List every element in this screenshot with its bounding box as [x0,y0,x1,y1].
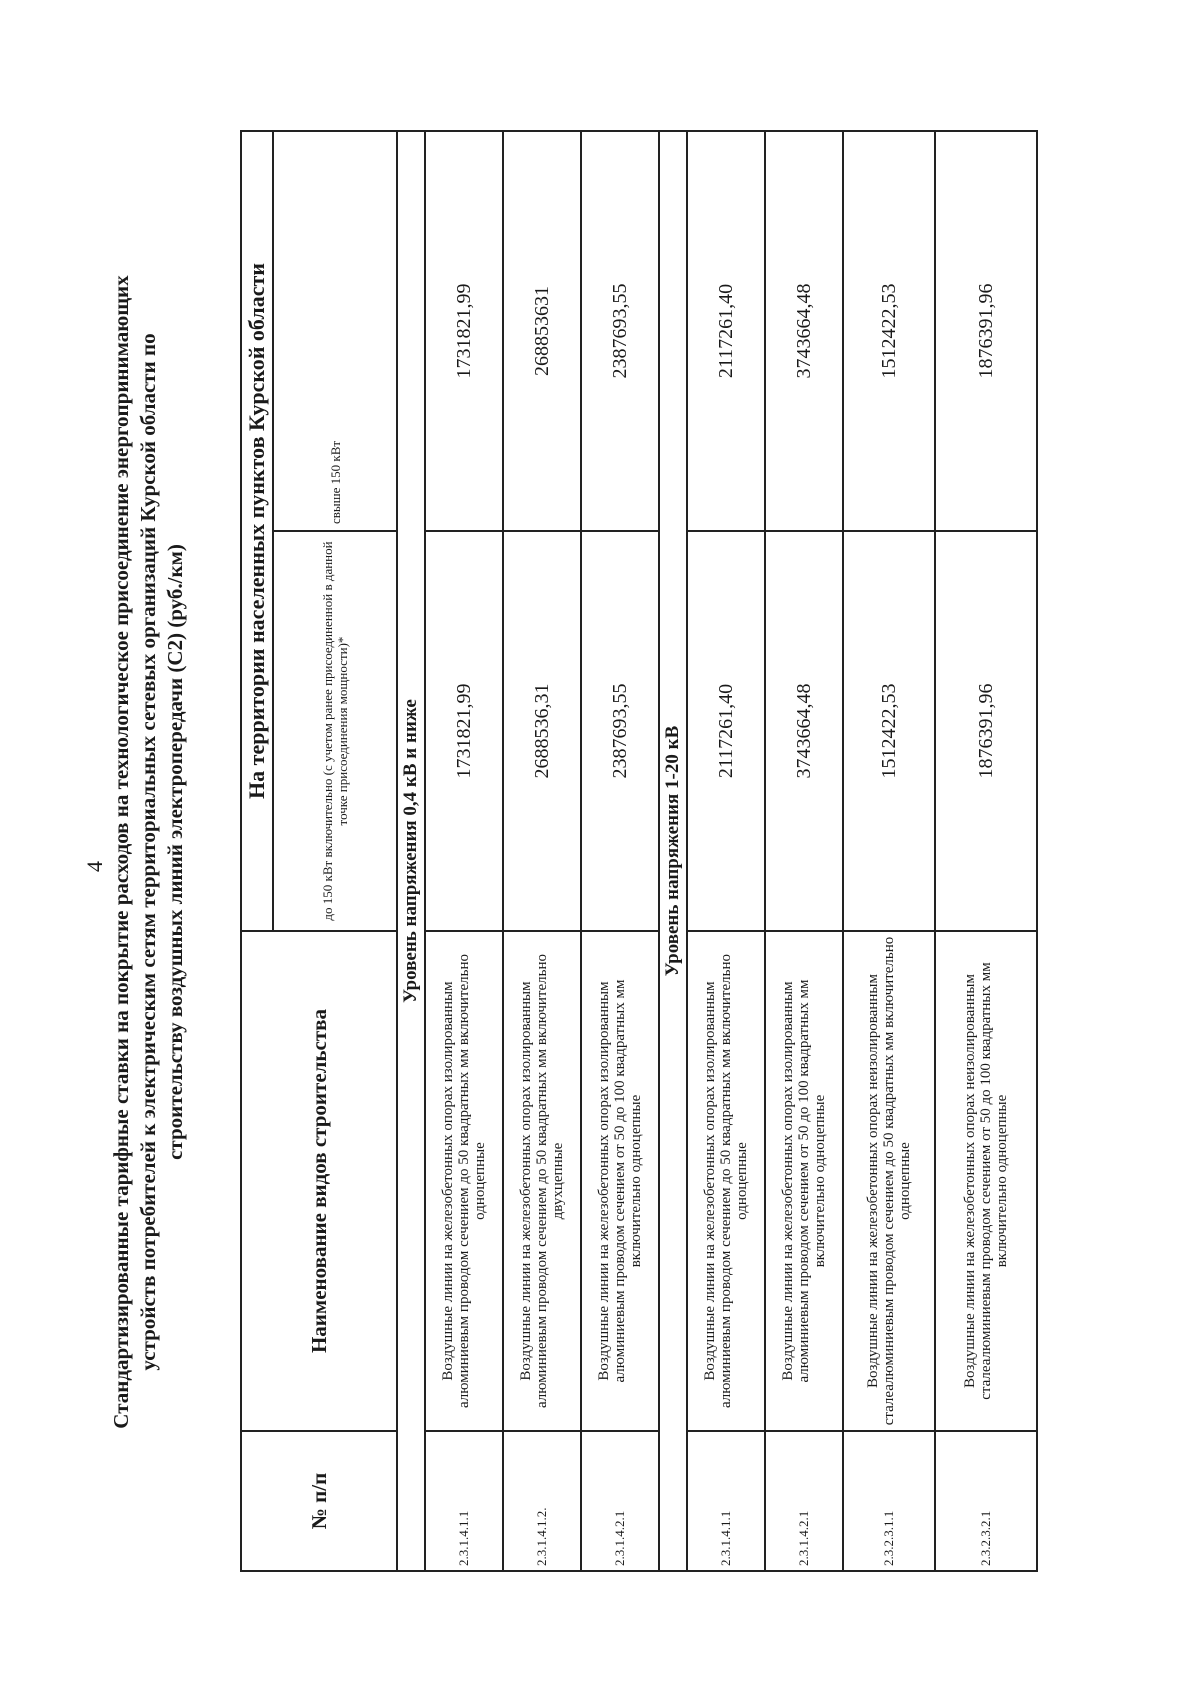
row-number: 2.3.1.4.2.1 [765,1431,843,1571]
row-number: 2.3.2.3.1.1 [843,1431,935,1571]
row-name: Воздушные линии на железобетонных опорах изолированным алюминиевым проводом сечением от 50 до 100 квадратных мм включительно одноцепные [765,931,843,1431]
row-value-up-to-150: 1731821,99 [425,531,503,931]
header-over-150: свыше 150 кВт [273,131,397,531]
section-title: Уровень напряжения 0,4 кВ и ниже [397,131,425,1571]
row-name: Воздушные линии на железобетонных опорах изолированным алюминиевым проводом сечением до 50 квадратных мм включительно двухцепные [503,931,581,1431]
row-name: Воздушные линии на железобетонных опорах изолированным алюминиевым проводом сечением до 50 квадратных мм включительно одноцепные [425,931,503,1431]
row-value-over-150: 2387693,55 [581,131,659,531]
row-number: 2.3.1.4.1.2. [503,1431,581,1571]
table-row [687,131,765,1571]
header-territory: На территории населенных пунктов Курской области [241,131,273,931]
table-row [503,131,581,1571]
title-line-2: устройств потребителей к электрическим сетям территориальных сетевых организаций Курской области по [136,333,160,1371]
document-title [108,127,189,1577]
page-number: 4 [82,861,107,872]
title-line-1: Стандартизированные тарифные ставки на покрытие расходов на технологическое присоединение энергопринимающих [109,275,133,1429]
header-row [241,131,273,1571]
table-row [765,131,843,1571]
row-value-over-150: 2117261,40 [687,131,765,531]
row-number: 2.3.1.4.1.1 [687,1431,765,1571]
row-value-up-to-150: 2387693,55 [581,531,659,931]
row-number: 2.3.1.4.1.1 [425,1431,503,1571]
row-value-up-to-150: 3743664,48 [765,531,843,931]
row-name: Воздушные линии на железобетонных опорах неизолированным сталеалюминиевым проводом сечением до 50 квадратных мм включительно одноцепные [843,931,935,1431]
table-row [425,131,503,1571]
tariff-table [240,130,1038,1572]
row-name: Воздушные линии на железобетонных опорах изолированным алюминиевым проводом сечением до 50 квадратных мм включительно одноцепные [687,931,765,1431]
table-row [843,131,935,1571]
section-header [397,131,425,1571]
table-row [581,131,659,1571]
header-name: Наименование видов строительства [241,931,397,1431]
section-title: Уровень напряжения 1-20 кВ [659,131,687,1571]
row-value-up-to-150: 2117261,40 [687,531,765,931]
row-value-over-150: 1876391,96 [935,131,1037,531]
table-row [935,131,1037,1571]
title-line-3: строительству воздушных линий электропередачи (С2) (руб./км) [163,544,187,1160]
header-number: № п/п [241,1431,397,1571]
row-value-up-to-150: 2688536,31 [503,531,581,931]
row-value-over-150: 1512422,53 [843,131,935,531]
section-header [659,131,687,1571]
row-value-up-to-150: 1512422,53 [843,531,935,931]
row-value-over-150: 268853631 [503,131,581,531]
row-value-up-to-150: 1876391,96 [935,531,1037,931]
row-value-over-150: 3743664,48 [765,131,843,531]
row-name: Воздушные линии на железобетонных опорах изолированным алюминиевым проводом сечением от 50 до 100 квадратных мм включительно одноцепные [581,931,659,1431]
row-value-over-150: 1731821,99 [425,131,503,531]
row-number: 2.3.1.4.2.1 [581,1431,659,1571]
header-up-to-150: до 150 кВт включительно (с учетом ранее присоединенной в данной точке присоединения мощности)* [273,531,397,931]
row-number: 2.3.2.3.2.1 [935,1431,1037,1571]
row-name: Воздушные линии на железобетонных опорах неизолированным сталеалюминиевым проводом сечением от 50 до 100 квадратных мм включительно одноцепные [935,931,1037,1431]
